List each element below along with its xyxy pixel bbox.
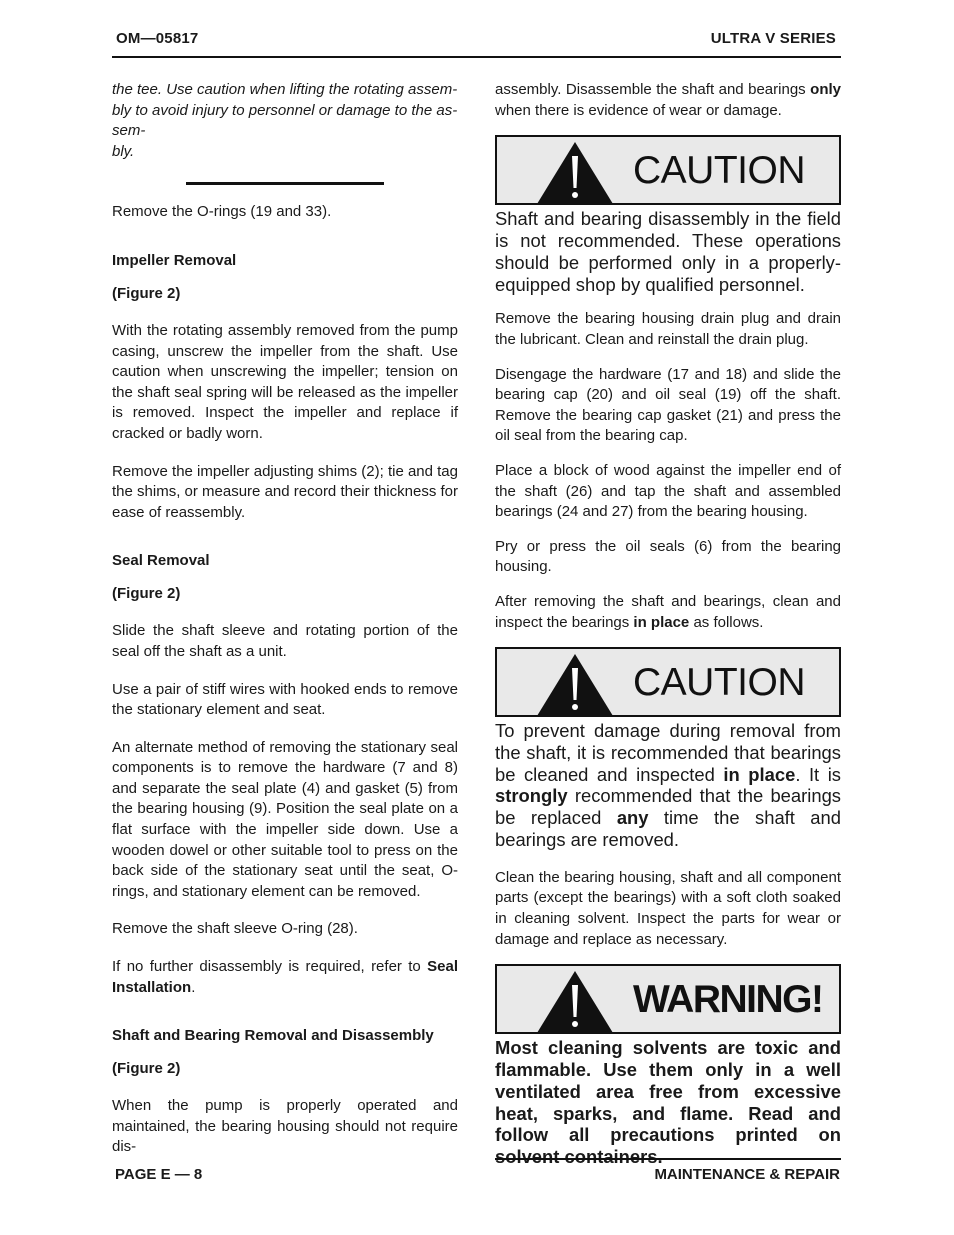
right-column	[495, 80, 841, 1168]
impeller-paragraph-2: Remove the impeller adjusting shims (2); tie and tag the shims, or measure and record their thickness for ease of reassembly.	[112, 462, 458, 521]
caution-2-strongly: strongly	[495, 785, 568, 807]
caution-2-part-e: recommended that the bearings be replaced	[495, 785, 841, 829]
document-number: OM—05817	[116, 30, 199, 47]
inspect-text: After removing the shaft and bearings, clean and inspect the bearings	[495, 592, 841, 631]
disassembly-paragraph	[495, 80, 841, 121]
shaft-figure-ref: (Figure 2)	[112, 1060, 181, 1078]
inspect-bearings-paragraph	[495, 592, 841, 633]
disassembly-emphasis: only	[810, 81, 841, 98]
impeller-figure-ref: (Figure 2)	[112, 284, 181, 302]
caution-2-in-place: in place	[723, 763, 796, 785]
warning-banner	[495, 964, 841, 1034]
seal-removal-heading: Seal Removal	[112, 552, 210, 570]
continued-warning-line-1: the tee. Use caution when lifting the rotating assem-	[112, 81, 458, 98]
seal-paragraph-3: An alternate method of removing the stationary seal components is to remove the hardware (7 and 8) and separate the seal plate (4) and gasket (5) from the bearing housing (9). Position the seal plate on a flat surface with the impeller side down. Use a wooden dowel or other suitable tool to press on the back side of the stationary seat until the seat, O-rings, and stationary element can be removed.	[112, 738, 458, 900]
continued-warning-line-2: bly to avoid injury to personnel or damage to the as-	[112, 101, 458, 119]
seal-paragraph-1: Slide the shaft sleeve and rotating portion of the seal off the shaft as a unit.	[112, 622, 458, 660]
impeller-removal-heading: Impeller Removal	[112, 251, 237, 269]
continued-warning-line-3: sem-	[112, 122, 146, 140]
left-column	[112, 80, 458, 1158]
series-title: ULTRA V SERIES	[710, 30, 836, 47]
warning-triangle-icon	[537, 971, 613, 1033]
bearing-cap-paragraph: Disengage the hardware (17 and 18) and slide the bearing cap (20) and oil seal (19) off the shaft. Remove the bearing cap gasket (21) and press the oil seal from the bearing cap.	[495, 365, 841, 445]
continued-warning-line-4: bly.	[112, 142, 135, 160]
warning-triangle-icon	[537, 142, 613, 204]
drain-plug-paragraph: Remove the bearing housing drain plug and drain the lubricant. Clean and reinstall the drain plug.	[495, 310, 841, 348]
warning-label: WARNING!	[633, 978, 823, 1022]
caution-banner-1	[495, 135, 841, 205]
header-divider	[112, 56, 841, 58]
page-number: PAGE E — 8	[115, 1166, 203, 1183]
shaft-bearing-removal-heading: Shaft and Bearing Removal and Disassembly	[112, 1027, 434, 1045]
caution-label: CAUTION	[633, 661, 805, 705]
seal-p5-text: If no further disassembly is required, refer to	[112, 958, 428, 976]
remove-orings-text: Remove the O-rings (19 and 33).	[112, 203, 332, 221]
warning-text: Most cleaning solvents are toxic and flammable. Use them only in a well ventilated area free from excessive heat, sparks, and flame. Read and follow all precautions printed on solvent containers.	[495, 1037, 841, 1168]
inspect-text-end: as follows.	[689, 613, 764, 631]
section-name: MAINTENANCE & REPAIR	[654, 1166, 840, 1183]
caution-2-part-g: time the shaft and bearings are removed.	[495, 807, 841, 851]
seal-paragraph-2: Use a pair of stiff wires with hooked ends to remove the stationary element and seat.	[112, 680, 458, 719]
warning-end-rule	[186, 182, 384, 185]
caution-banner-2	[495, 647, 841, 717]
impeller-paragraph-1: With the rotating assembly removed from the pump casing, unscrew the impeller from the shaft. Use caution when unscrewing the impeller; tension on the shaft seal spring will be released as the impeller is removed. Inspect the impeller and replace if cracked or badly worn.	[112, 321, 458, 442]
caution-2-text	[495, 720, 841, 851]
caution-2-part-a: To prevent damage during removal from the shaft, it is recommended that bearings be cleaned and inspected	[495, 720, 841, 785]
seal-paragraph-5	[112, 957, 458, 998]
tap-shaft-paragraph: Place a block of wood against the impeller end of the shaft (26) and tap the shaft and assembled bearings (24 and 27) from the bearing housing.	[495, 461, 841, 521]
inspect-emphasis: in place	[633, 613, 690, 631]
seal-installation-reference: Seal Installation	[112, 958, 458, 996]
caution-label: CAUTION	[633, 149, 805, 193]
caution-2-part-c: . It is	[795, 763, 841, 785]
seal-p5-end: .	[191, 978, 196, 996]
seal-paragraph-4: Remove the shaft sleeve O-ring (28).	[112, 920, 358, 938]
seal-figure-ref: (Figure 2)	[112, 585, 181, 603]
caution-2-any: any	[616, 807, 649, 829]
oil-seals-paragraph: Pry or press the oil seals (6) from the bearing housing.	[495, 537, 841, 576]
disassembly-text-end: when there is evidence of wear or damage.	[495, 101, 782, 119]
warning-triangle-icon	[537, 654, 613, 716]
shaft-paragraph-1: When the pump is properly operated and maintained, the bearing housing should not require dis-	[112, 1097, 458, 1156]
clean-parts-paragraph: Clean the bearing housing, shaft and all component parts (except the bearings) with a soft cloth soaked in cleaning solvent. Inspect the parts for wear or damage and replace as necessary.	[495, 868, 841, 948]
disassembly-text: assembly. Disassemble the shaft and bearings	[495, 81, 811, 98]
footer-divider	[495, 1158, 841, 1160]
caution-1-text: Shaft and bearing disassembly in the field is not recommended. These operations should be performed only in a properly-equipped shop by qualified personnel.	[495, 208, 841, 295]
